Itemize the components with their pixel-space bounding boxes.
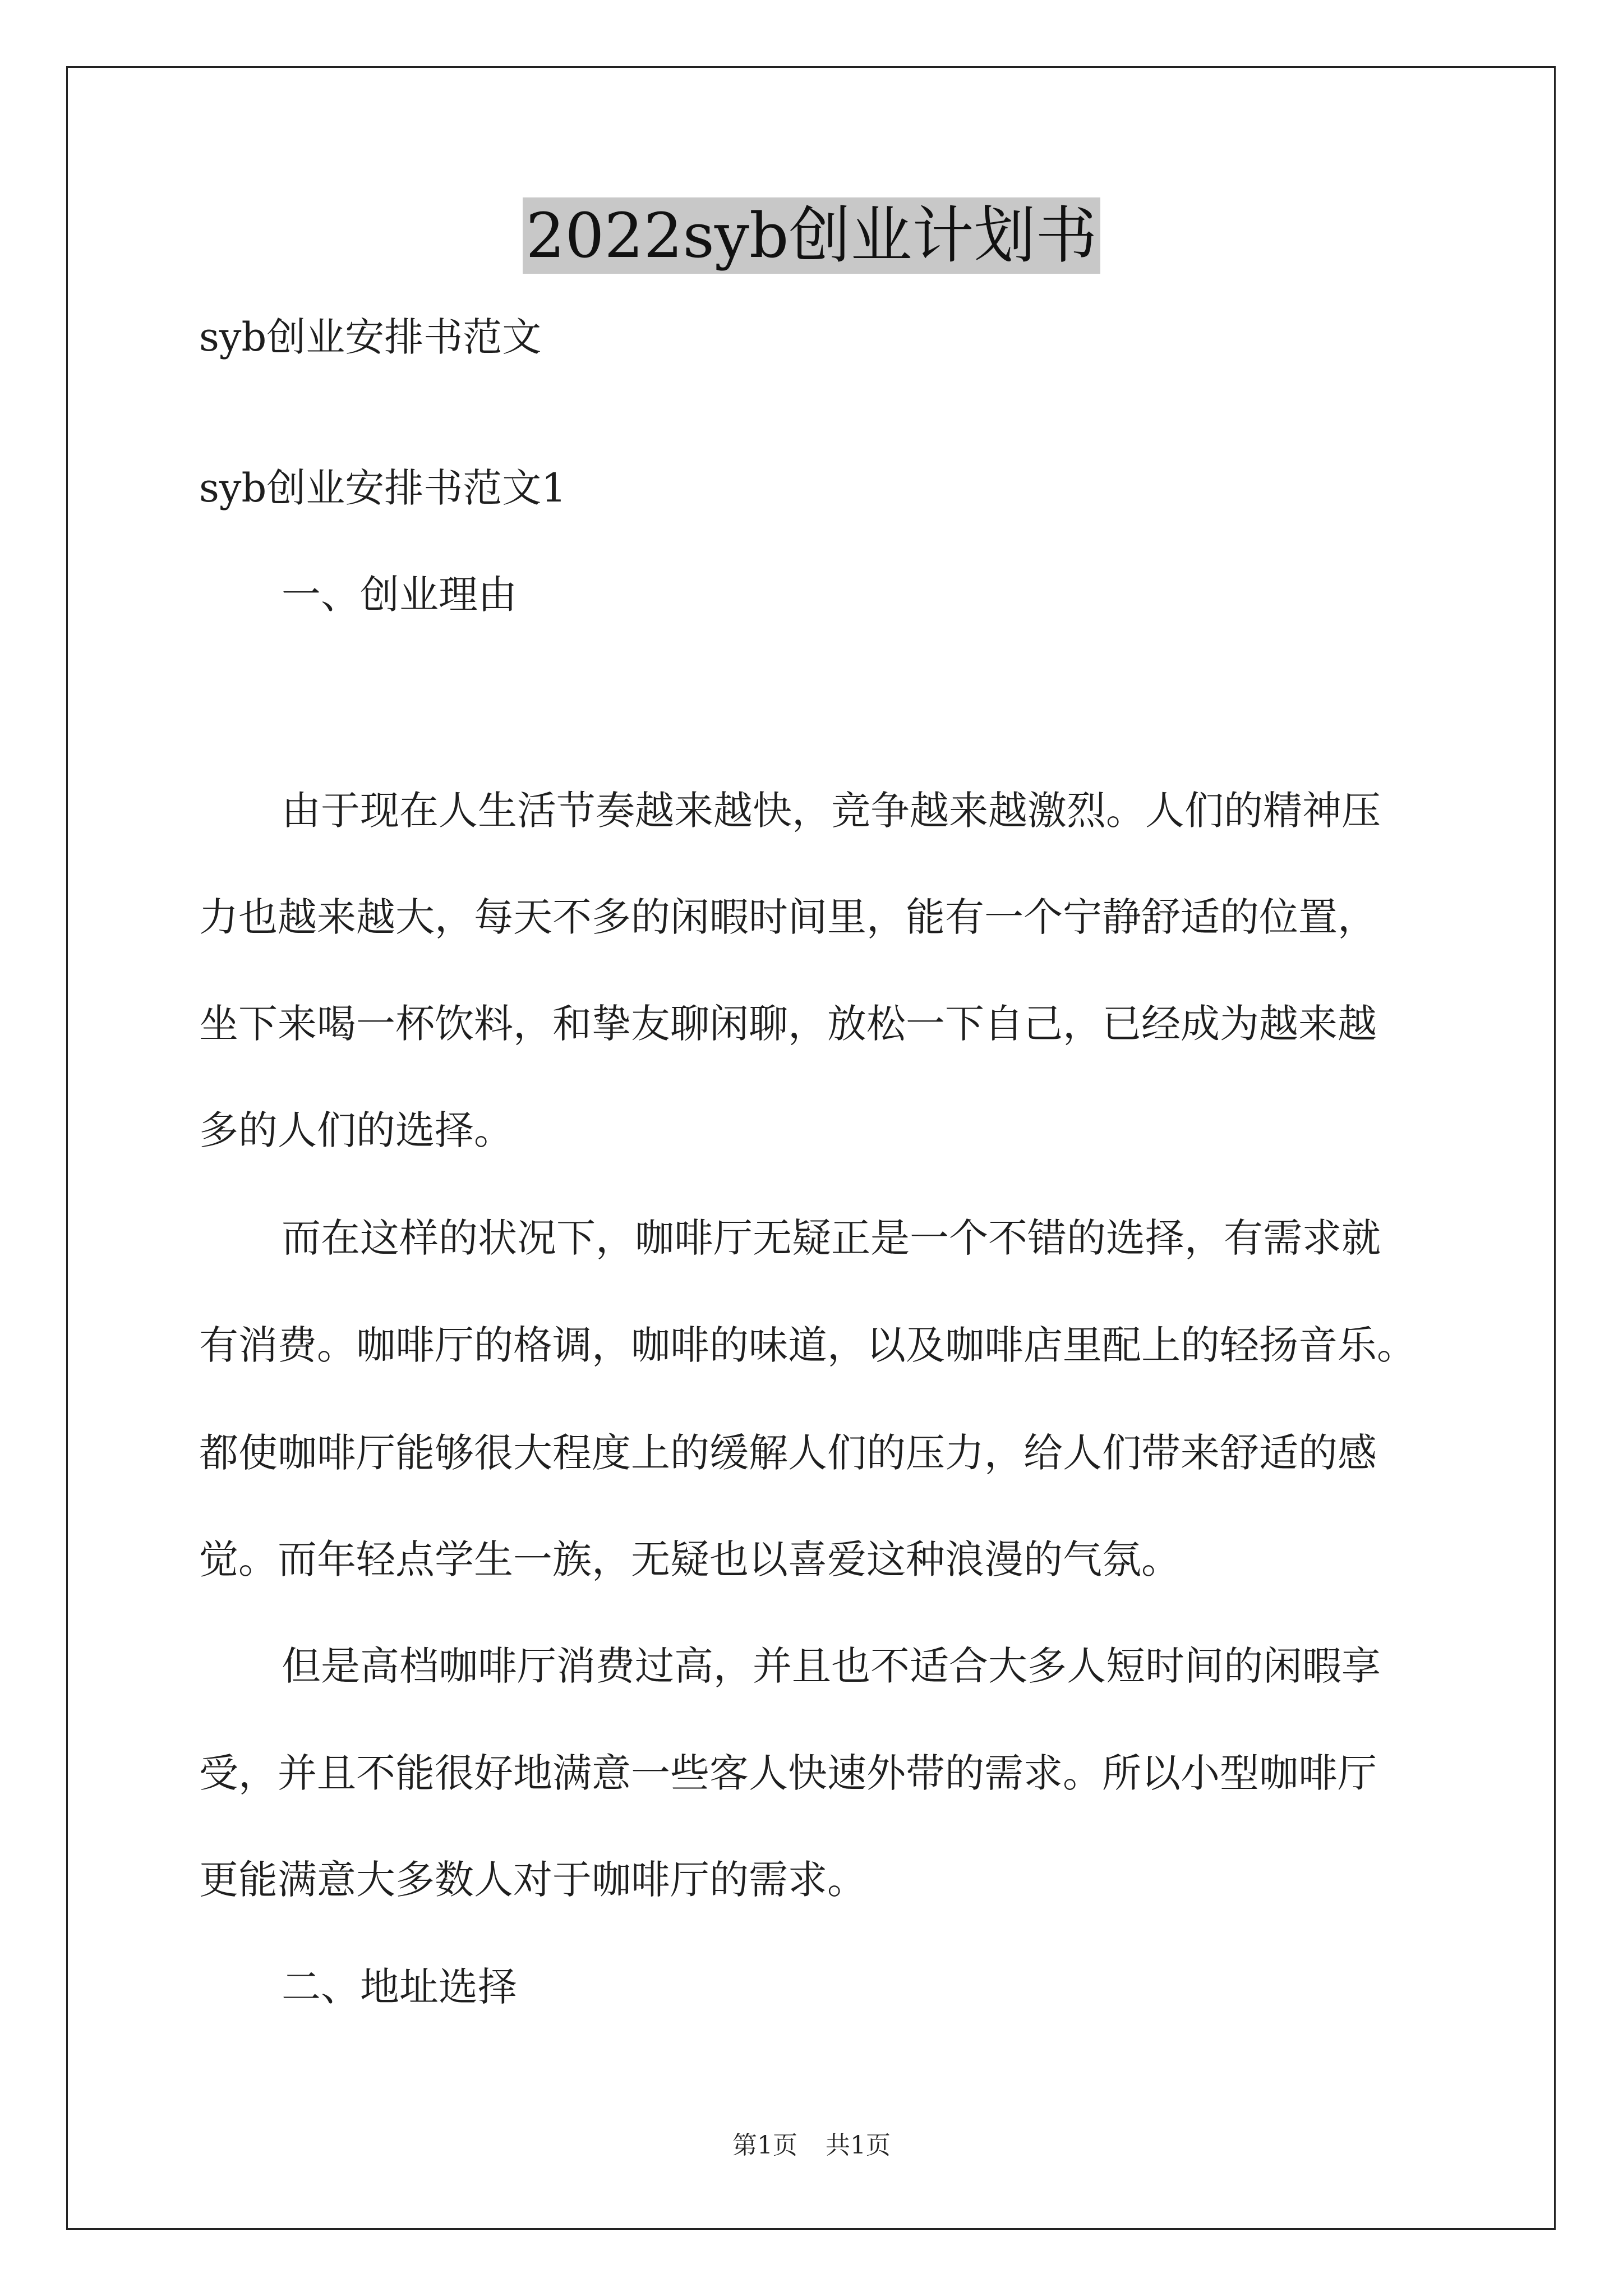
title-container xyxy=(0,197,1623,274)
paragraph-line: 坐下来喝一杯饮料，和挚友聊闲聊，放松一下自己，已经成为越来越 xyxy=(199,1001,1377,1047)
subtitle-line: syb创业安排书范文 xyxy=(199,314,542,360)
paragraph-line: 多的人们的选择。 xyxy=(199,1107,513,1153)
section-heading-1: 一、创业理由 xyxy=(282,572,517,618)
page-number-total: 共1页 xyxy=(826,2131,891,2160)
paragraph-line: 但是高档咖啡厅消费过高，并且也不适合大多人短时间的闲暇享 xyxy=(282,1643,1381,1689)
page-number-current: 第1页 xyxy=(732,2131,797,2160)
paragraph-line: 有消费。咖啡厅的格调，咖啡的味道，以及咖啡店里配上的轻扬音乐。 xyxy=(199,1322,1416,1368)
paragraph-line: 都使咖啡厅能够很大程度上的缓解人们的压力，给人们带来舒适的感 xyxy=(199,1430,1377,1476)
subtitle-line-1: syb创业安排书范文1 xyxy=(199,465,566,511)
paragraph-line: 而在这样的状况下，咖啡厅无疑正是一个不错的选择，有需求就 xyxy=(282,1215,1381,1261)
paragraph-line: 受，并且不能很好地满意一些客人快速外带的需求。所以小型咖啡厅 xyxy=(199,1750,1377,1796)
paragraph-line: 力也越来越大，每天不多的闲暇时间里，能有一个宁静舒适的位置， xyxy=(199,894,1377,940)
paragraph-line: 更能满意大多数人对于咖啡厅的需求。 xyxy=(199,1857,866,1903)
document-title: 2022syb创业计划书 xyxy=(523,197,1101,274)
paragraph-line: 由于现在人生活节奏越来越快，竞争越来越激烈。人们的精神压 xyxy=(282,788,1381,834)
paragraph-line: 觉。而年轻点学生一族，无疑也以喜爱这种浪漫的气氛。 xyxy=(199,1536,1181,1582)
section-heading-2: 二、地址选择 xyxy=(282,1964,517,2010)
page-footer xyxy=(0,2129,1623,2162)
